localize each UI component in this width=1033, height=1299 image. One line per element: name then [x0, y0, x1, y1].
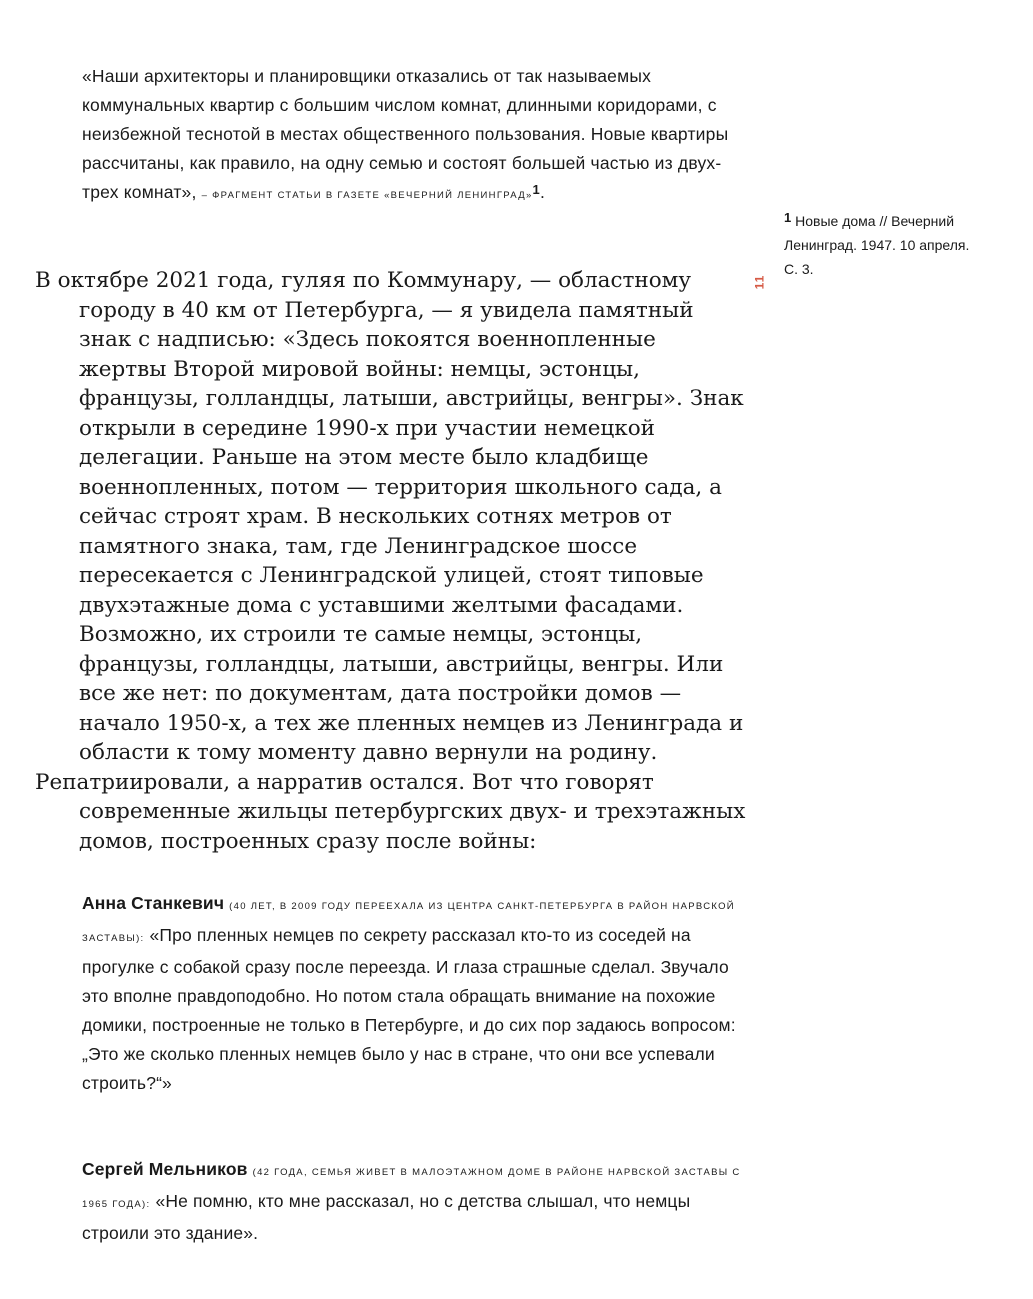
- testimony-details: (40 ЛЕТ, В 2009 ГОДУ ПЕРЕЕХАЛА ИЗ ЦЕНТРА САНКТ-ПЕТЕРБУРГА В РАЙОН НАРВСКОЙ ЗАСТАВЫ):: [82, 901, 735, 944]
- body-paragraph-1: В октябре 2021 года, гуляя по Коммунару, — областному городу в 40 км от Петербурга, — я увидела памятный знак с надписью: «Здесь покоятся военнопленные жертвы Второй мировой войны: немцы, эстонцы, французы, голландцы, латыши, австрийцы, венгры». Знак открыли в середине 1990-х при участии немецкой делегации. Раньше на этом месте было кладбище военнопленных, потом — территория школьного сада, а сейчас строят храм. В нескольких сотнях метров от памятного знака, там, где Ленинградское шоссе пересекается с Ленинградской улицей, стоят типовые двухэтажные дома с уставшими желтыми фасадами. Возможно, их строили те самые немцы, эстонцы, французы, голландцы, латыши, австрийцы, венгры. Или все же нет: по документам, дата постройки домов — начало 1950-х, а тех же пленных немцев из Ленинграда и области к тому моменту давно вернули на родину.: [35, 268, 744, 765]
- epigraph-quote: «Наши архитекторы и планировщики отказались от так называемых коммунальных квартир с большим числом комнат, длинными коридорами, с неизбежной теснотой в местах общественного пользования. Новые квартиры рассчитаны, как правило, на одну семью и состоят большей частью из двух-трех комнат»,: [82, 66, 729, 202]
- body-paragraph-2: Репатриировали, а нарратив остался. Вот что говорят современные жильцы петербургских двух- и трехэтажных домов, построенных сразу после войны:: [35, 769, 746, 854]
- epigraph: «Наши архитекторы и планировщики отказались от так называемых коммунальных квартир с большим числом комнат, длинными коридорами, с неизбежной теснотой в местах общественного пользования. Новые квартиры рассчитаны, как правило, на одну семью и состоят большей частью из двух-трех комнат», – ФРАГМЕНТ СТАТЬИ В ГАЗЕТЕ «ВЕЧЕРНИЙ ЛЕНИНГРАД»$^1$.: [82, 66, 729, 202]
- testimony-name: Анна Станкевич: [82, 893, 225, 913]
- testimony-2: [82, 1155, 742, 1248]
- testimony-details: (42 ГОДА, СЕМЬЯ ЖИВЕТ В МАЛОЭТАЖНОМ ДОМЕ В РАЙОНЕ НАРВСКОЙ ЗАСТАВЫ С 1965 ГОДА):: [82, 1167, 741, 1210]
- testimony-quote: «Не помню, кто мне рассказал, но с детства слышал, что немцы строили это здание».: [82, 1191, 691, 1243]
- footnote-text: Новые дома // Вечерний Ленинград. 1947. 10 апреля. С. 3.: [784, 213, 970, 277]
- epigraph-attribution: – ФРАГМЕНТ СТАТЬИ В ГАЗЕТЕ «ВЕЧЕРНИЙ ЛЕНИНГРАД»: [201, 190, 533, 201]
- main-text: [35, 266, 747, 856]
- testimony-name: Сергей Мельников: [82, 1159, 248, 1179]
- footnote-ref[interactable]: 1: [532, 182, 540, 197]
- testimony-1: [82, 889, 742, 1098]
- footnote: [784, 209, 984, 281]
- testimony-quote: «Про пленных немцев по секрету рассказал кто-то из соседей на прогулке с собакой сразу после переезда. И глаза страшные сделал. Звучало это вполне правдоподобно. Но потом стала обращать внимание на похожие домики, построенные не только в Петербурге, и до сих пор задаюсь вопросом: „Это же сколько пленных немцев было у нас в стране, что они все успевали строить?“»: [82, 925, 736, 1093]
- page-number: 11: [752, 274, 767, 290]
- footnote-number: 1: [784, 210, 792, 225]
